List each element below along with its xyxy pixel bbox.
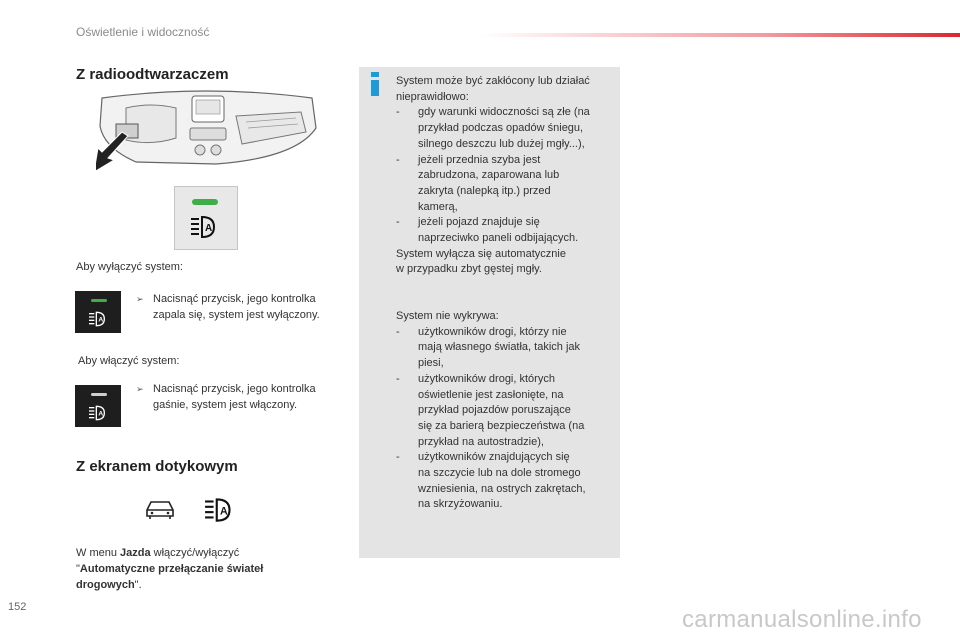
svg-text:A: A [98,410,104,418]
enable-step: Nacisnąć przycisk, jego kontrolka gaśnie, system jest włączony. [153,383,316,411]
info-paragraph-2: System nie wykrywa: - użytkowników drogi, którzy nie mają własnego światła, takich jak piesi, - użytkowników drogi, których oświetlenie jest zasłonięte, na przykład pojazdów poruszające się za barierą bezpieczeństwa (na przykład na autostradzie), - użytkowników znajdujących się na szczycie lub na dole stromego wzniesienia, na ostrych zakrętach, na skrzyżowaniu. [396,310,586,511]
header-accent-bar [480,33,960,37]
auto-high-beam-icon [204,497,238,523]
svg-text:A: A [205,223,213,234]
svg-text:A: A [98,316,104,324]
disable-step: Nacisnąć przycisk, jego kontrolka zapala się, system jest wyłączony. [153,293,320,321]
car-icon [144,497,176,521]
auto-high-beam-icon [190,215,222,239]
svg-text:A: A [219,505,228,518]
info-icon [368,72,382,96]
button-led-on [75,291,121,333]
indicator-led-on [91,299,107,302]
radio-section-title: Z radioodtwarzaczem [76,66,229,83]
headlamp-button-closeup [174,186,238,250]
bullet-arrow-icon: ➢ [136,294,144,304]
auto-high-beam-icon [88,405,110,421]
dashboard-illustration [96,88,318,174]
button-led-off [75,385,121,427]
page-number: 152 [8,601,27,613]
touch-section-title: Z ekranem dotykowym [76,458,238,475]
touch-instructions: W menu Jazda włączyć/wyłączyć "Automatyczne przełączanie świateł drogowych". [76,547,264,591]
indicator-led-off [91,393,107,396]
indicator-led-green [192,199,218,205]
disable-intro: Aby wyłączyć system: [76,261,183,273]
auto-high-beam-icon [88,311,110,327]
watermark: carmanualsonline.info [682,606,922,633]
section-title: Oświetlenie i widoczność [76,25,210,39]
enable-intro: Aby włączyć system: [78,355,180,367]
bullet-arrow-icon: ➢ [136,384,144,394]
info-paragraph-1: System może być zakłócony lub działać nieprawidłowo: - gdy warunki widoczności są złe (na przykład podczas opadów śniegu, silnego deszczu lub dużej mgły...), - jeżeli przednia szyba jest zabrudzona, zaparowana lub zakryta (nalepką itp.) przed kamerą, - jeżeli pojazd znajduje się naprzeciwko paneli odbijających. System wyłącza się automatycznie w przypadku zbyt gęstej mgły. [396,75,590,276]
